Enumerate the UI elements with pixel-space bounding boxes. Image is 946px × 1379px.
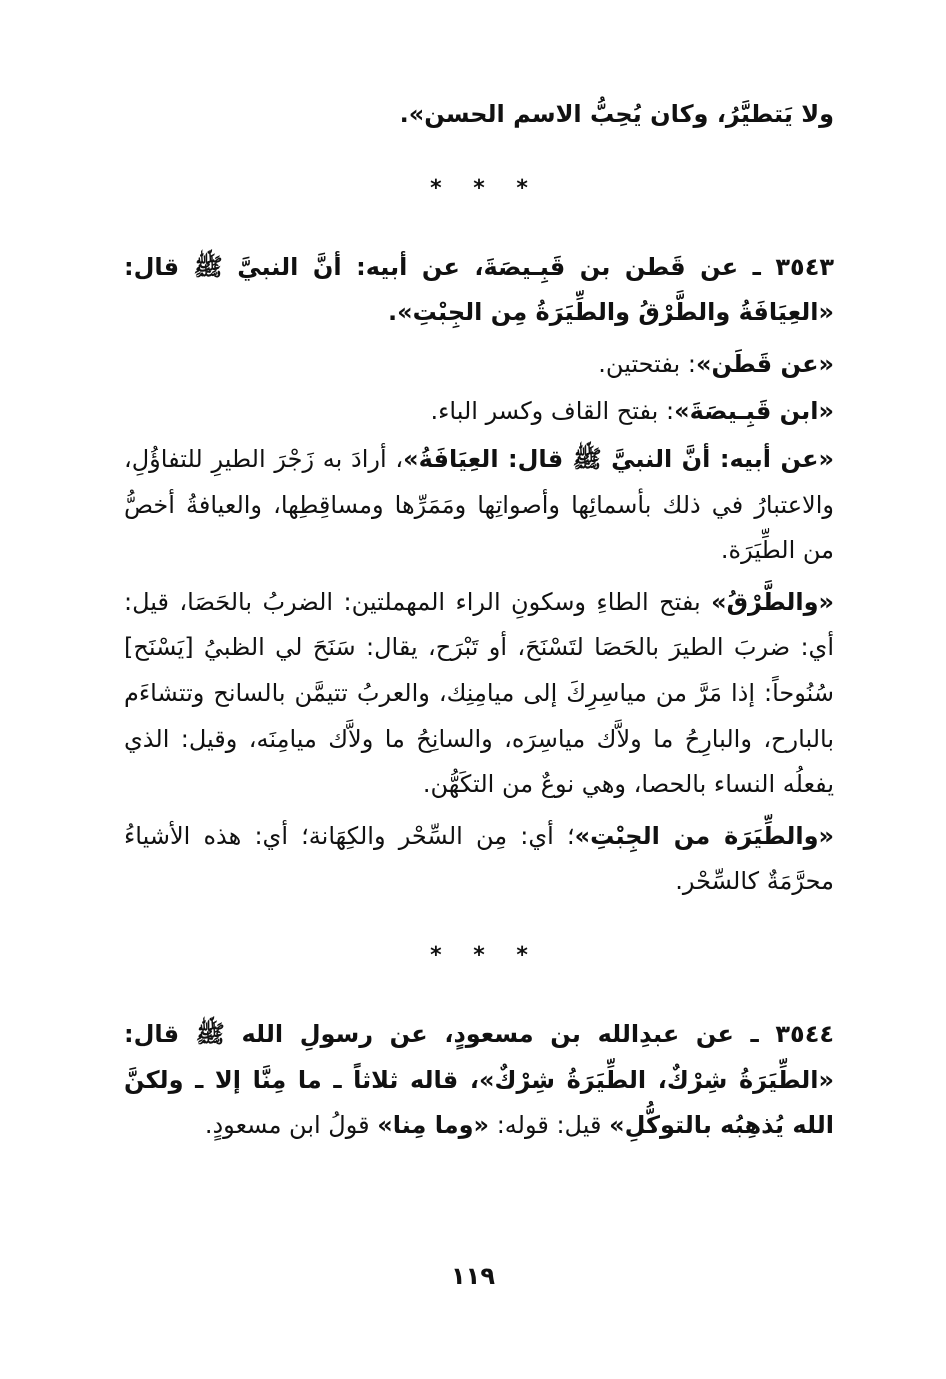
page-number: ١١٩ <box>451 1262 495 1290</box>
note-jibt <box>124 814 834 905</box>
hadith-3544-tail2: قولُ ابن مسعودٍ. <box>204 1111 378 1140</box>
note-gloss: ؛ أي: مِن السِّحْر والكِهَانة؛ أي: هذه الأشياءُ محرَّمَةٌ كالسِّحْر. <box>124 821 834 896</box>
section-separator: * * * <box>430 175 540 201</box>
section-separator: * * * <box>430 942 540 968</box>
note-iyafa <box>124 437 834 574</box>
note-lemma: «والطِّيَرَة من الجِبْتِ» <box>574 821 834 850</box>
hadith-3543-quote: «العِيَافَةُ والطَّرْقُ والطِّيَرَةُ مِن الجِبْتِ». <box>388 298 834 327</box>
opening-line <box>124 92 834 138</box>
note-gloss: ، أرادَ به زَجْرَ الطيرِ للتفاؤُلِ، والاعتبارُ في ذلك بأسمائِها وأصواتِها ومَمَرِّها ومساقِطِها، والعيافةُ أخصُّ من الطِّيَرَة. <box>124 444 834 565</box>
hadith-3544-intro: ٣٥٤٤ ـ عن عبدِالله بن مسعودٍ، عن رسولِ الله ﷺ قال: «الطِّيَرَةُ شِرْكٌ، الطِّيَرَةُ شِرْكٌ»، قاله ثلاثاً ـ ما مِنَّا إلا ـ ولكنَّ الله يُذهِبُه بالتوكُّلِ» <box>124 1019 834 1140</box>
note-qatan <box>124 342 834 388</box>
hadith-3543 <box>124 245 834 336</box>
hadith-3543-intro: ٣٥٤٣ ـ عن قَطن بن قَبِـيصَةَ، عن أبيه: أنَّ النبيَّ ﷺ قال: <box>124 252 834 281</box>
note-gloss: : بفتح القاف وكسر الباء. <box>430 397 675 426</box>
note-gloss: : بفتحتين. <box>598 349 696 378</box>
note-lemma: «عن قَطَن» <box>695 349 834 378</box>
opening-line-text: ولا يَتطيَّرُ، وكان يُحِبُّ الاسم الحسن». <box>399 100 834 128</box>
note-qabisa <box>124 389 834 435</box>
note-lemma: «ابن قَبِـيصَةَ» <box>674 397 834 426</box>
note-lemma: «والطَّرْقُ» <box>711 587 834 616</box>
hadith-3544-quote: «وما مِنا» <box>377 1111 490 1140</box>
note-lemma: «عن أبيه: أنَّ النبيَّ ﷺ قال: العِيَافَةُ» <box>403 444 834 473</box>
note-tarq <box>124 580 834 808</box>
hadith-3544 <box>124 1012 834 1149</box>
hadith-3544-tail: قيل: قوله: <box>489 1111 610 1140</box>
note-gloss: بفتح الطاءِ وسكونِ الراء المهملتين: الضربُ بالحَصَا، قيل: أي: ضربَ الطيرَ بالحَصَا لتَسْنَحَ، أو تَبْرَح، يقال: سَنَحَ لي الظبيُ [يَسْنَح] سُنُوحاً: إذا مَرَّ من مياسِرِكَ إلى ميامِنِك، والعربُ تتيمَّن بالسانح وتتشاءَم بالبارح، والبارِحُ ما ولاَّك مياسِرَه، والسانِحُ ما ولاَّك ميامِنَه، وقيل: الذي يفعلُه النساء بالحصا، وهي نوعٌ من التكَهُّن. <box>124 587 834 799</box>
